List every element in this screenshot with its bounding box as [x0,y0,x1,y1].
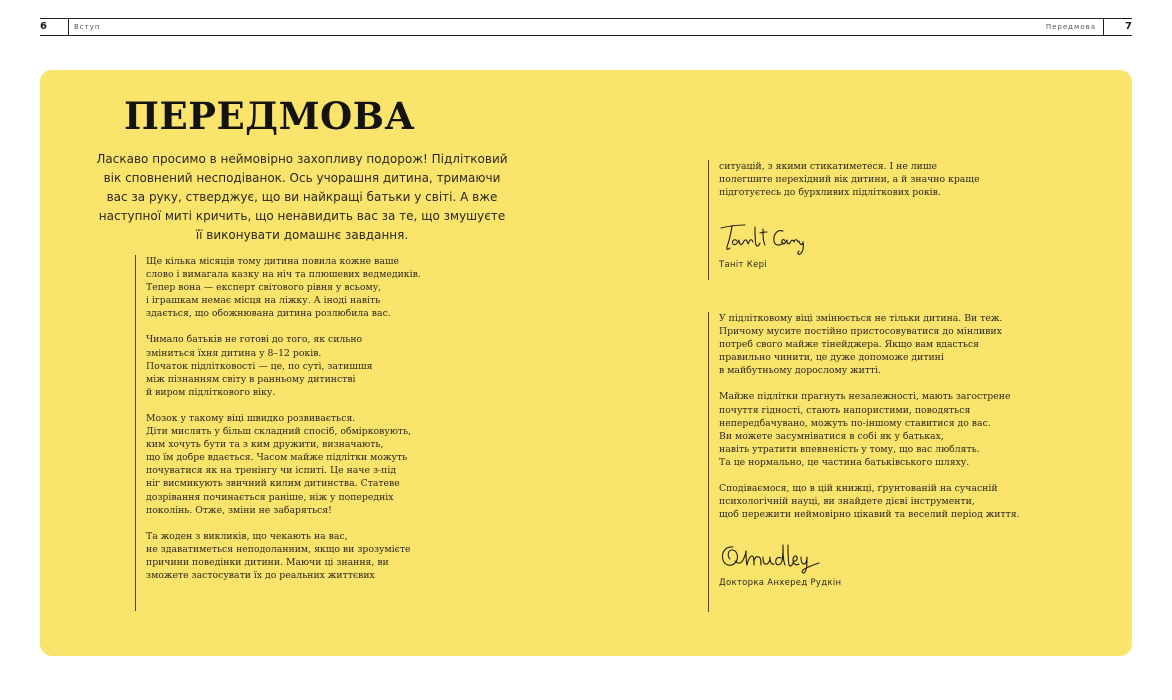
left-text-column [135,255,435,611]
left-paragraph-2: Чимало батьків не готові до того, як сильно зміниться їхня дитина у 8–12 років. Початок підлітковості — це, по суті, затишшя між пізнанням світу в ранньому дитинстві й виром підліткового віку. [146,334,373,398]
right-paragraph-3: Сподіваємося, що в цій книжці, ґрунтованій на сучасній психологічній науці, ви знайдете дієві інструменти, щоб пережити неймовірно цікавий та веселий період життя. [719,483,1020,521]
running-header [40,18,1132,36]
page-number-right: 7 [1103,19,1132,35]
signature-rudkin-icon [719,541,829,575]
right-bottom-text-column [708,312,1028,612]
left-paragraph-1: Ще кілька місяців тому дитина повила кожне ваше слово і вимагала казку на ніч та плюшевих ведмедиків. Тепер вона — експерт світового рівня у всьому, і іграшкам немає місця на ліжку. А іноді навіть здається, що обожнювана дитина розлюбила вас. [146,256,421,320]
intro-paragraph: Ласкаво просимо в неймовірно захопливу подорож! Підлітковий вік сповнений несподіванок. Ось учорашня дитина, тримаючи вас за руку, стверджує, що ви найкращі батьки у світі. А вже наступної миті кричить, що ненавидить вас за те, що змушуєте її виконувати домашнє завдання. [96,152,508,242]
section-label-left: Вступ [74,23,101,31]
page-number-left: 6 [40,19,69,35]
right-paragraph-1: У підлітковому віці змінюється не тільки дитина. Ви теж. Причому мусите постійно пристосовуватися до мінливих потреб свого майже тінейджера. Якщо вам вдасться правильно чинити, це дуже допоможе дитині в майбутньому дорослому житті. [719,313,1003,377]
signature-tanit-icon [719,219,811,257]
page-title: ПЕРЕДМОВА [124,94,416,138]
signer-name-rudkin: Докторка Анхеред Рудкін [719,578,842,589]
signer-name-tanit: Таніт Кері [719,260,767,271]
right-top-paragraph: ситуацій, з якими стикатиметеся. І не лише полегшите перехідний вік дитини, а й значно краще підготуєтесь до бурхливих підліткових років. [719,161,980,199]
section-label-right: Передмова [1045,23,1096,31]
left-paragraph-4: Та жоден з викликів, що чекають на вас, не здаватиметься неподоланним, якщо ви зрозумієте причини поведінки дитини. Маючи ці знання, ви зможете застосувати їх до реальних життєвих [146,530,411,581]
right-top-text-column [708,160,1008,280]
right-paragraph-2: Майже підлітки прагнуть незалежності, мають загострене почуття гідності, стають напористими, поводяться непередбачувано, можуть по-іншому ставитися до вас. Ви можете засумніватися в собі як у батьках, навіть утратити впевненість у тому, що вас люблять. Та це нормально, це частина батьківського шляху. [719,391,1011,468]
left-paragraph-3: Мозок у такому віці швидко розвивається. Діти мислять у більш складний спосіб, обмірковують, ким хочуть бути та з ким дружити, визначають, що їм добре вдається. Часом майже підлітки можуть почуватися як на тренінгу чи іспиті. Це наче з-під ніг висмикують звичний килим дитинства. Статеве дозрівання починається раніше, ніж у попередніх поколінь. Отже, зміни не забаряться! [146,412,412,516]
